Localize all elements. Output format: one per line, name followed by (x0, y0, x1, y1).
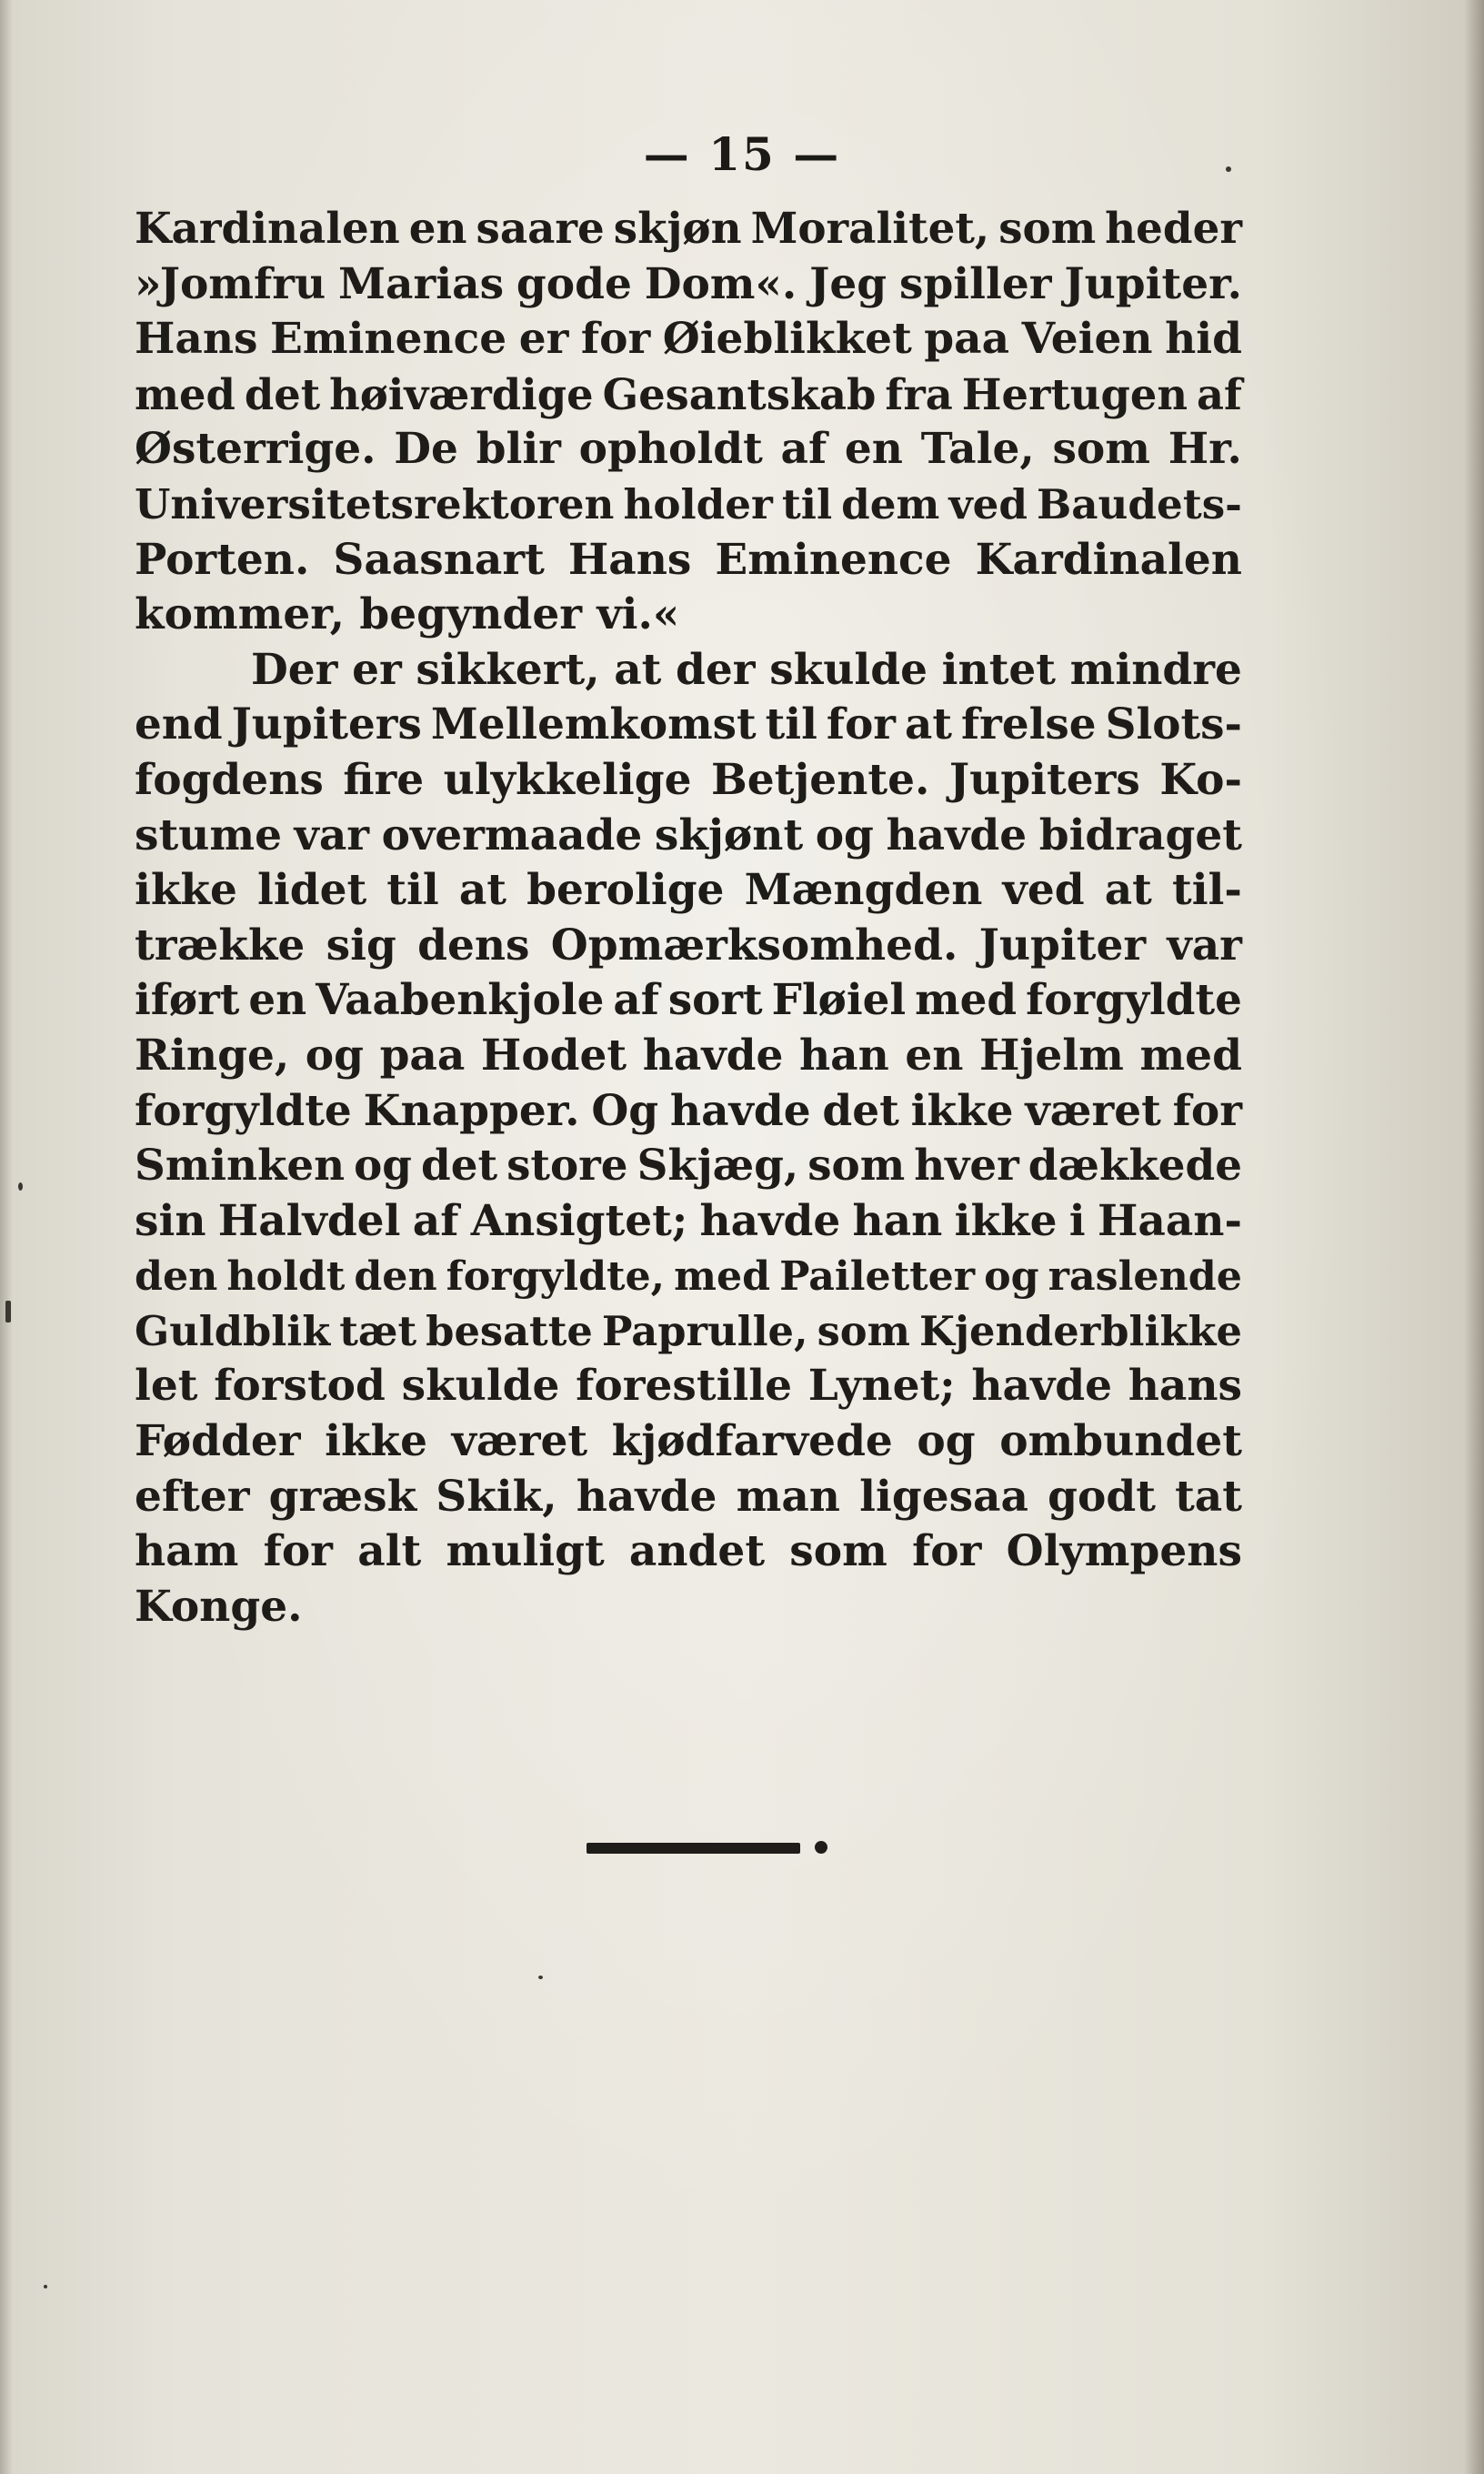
word: ombundet (999, 1416, 1242, 1467)
word: stume (135, 810, 282, 860)
word: dens (417, 920, 530, 970)
word: Jupiter. (1064, 258, 1242, 309)
word: for (912, 1526, 982, 1577)
word: været (1025, 1085, 1161, 1136)
word: iført (135, 975, 240, 1026)
word: ikke (325, 1416, 427, 1467)
word: Hans (567, 534, 692, 585)
word: fogdens (135, 754, 324, 805)
word: skjøn (613, 204, 742, 254)
word: er (518, 314, 569, 365)
text-line (135, 1470, 1242, 1525)
paper-speck (44, 2285, 47, 2288)
word: for (580, 314, 651, 365)
word: Dom«. (644, 258, 797, 309)
word: som (817, 1306, 910, 1355)
word: Ringe, (135, 1030, 290, 1081)
word: er (352, 644, 402, 695)
word: blir (476, 424, 561, 475)
word: han (798, 1030, 889, 1081)
word: forgyldte (135, 1085, 352, 1136)
text-line (135, 1084, 1242, 1140)
word: af (780, 424, 827, 475)
text-line (135, 1414, 1242, 1470)
word: godt (1048, 1471, 1156, 1522)
word: ved (948, 479, 1028, 528)
word: forestille (576, 1361, 793, 1412)
word: dem (841, 479, 940, 528)
page-right-shadow (1464, 0, 1484, 2474)
word: overmaade (381, 810, 643, 860)
word: kjødfarvede (611, 1416, 893, 1467)
text-line (135, 1524, 1242, 1580)
word: trække (135, 920, 306, 970)
text-line (135, 1029, 1242, 1084)
word: muligt (446, 1526, 605, 1577)
word: havde (669, 1085, 811, 1136)
text-line (135, 863, 1242, 919)
word: man (736, 1471, 840, 1522)
word: Fødder (135, 1416, 301, 1467)
word: til- (1171, 865, 1242, 916)
text-line (135, 973, 1242, 1029)
word: saare (476, 204, 605, 254)
word: Kjenderblikke (918, 1306, 1242, 1355)
word: som (789, 1526, 887, 1577)
word: Øieblikket (662, 314, 912, 365)
word: og (984, 1252, 1039, 1301)
word: havde (699, 1195, 841, 1246)
word: været (451, 1416, 588, 1467)
word: for (826, 699, 896, 750)
word: skulde (401, 1361, 560, 1412)
word: hid (1165, 314, 1242, 365)
word: en (844, 424, 903, 475)
text-line (135, 753, 1242, 809)
word: holder (623, 479, 773, 528)
word: store (506, 1141, 628, 1192)
word: spiller (898, 258, 1052, 309)
word: havde (886, 810, 1028, 860)
word: alt (357, 1526, 422, 1577)
word: skjønt (654, 810, 804, 860)
word: Slots- (1105, 699, 1242, 750)
word: at (614, 644, 662, 695)
word: sin (135, 1195, 206, 1246)
word: intet (941, 644, 1057, 695)
word: efter (135, 1471, 250, 1522)
text-line (135, 1249, 1242, 1304)
word: De (394, 424, 458, 475)
word: Eminence (270, 314, 507, 365)
word: hans (1128, 1361, 1242, 1412)
word: Hans (135, 314, 258, 365)
word: den (354, 1252, 437, 1301)
word: havde (971, 1361, 1113, 1412)
text-line (135, 533, 1242, 588)
word: sort (667, 975, 763, 1026)
word: Ansigtet; (470, 1195, 688, 1246)
word: heder (1105, 204, 1242, 254)
word: sikkert, (416, 644, 600, 695)
word: og (354, 1141, 412, 1192)
word: var (1167, 920, 1242, 970)
word: forstod (214, 1361, 386, 1412)
word: det (244, 369, 321, 419)
word: som (998, 204, 1097, 254)
word: Ko- (1159, 754, 1242, 805)
word: bidraget (1038, 810, 1242, 860)
word: Sminken (135, 1141, 346, 1192)
text-line (135, 312, 1242, 367)
word: og (917, 1416, 976, 1467)
word: berolige (526, 865, 725, 916)
word: ikke (135, 865, 237, 916)
text-line (135, 698, 1242, 753)
word: Halvdel (217, 1195, 401, 1246)
word: en (905, 1030, 964, 1081)
word: Fløiel (771, 975, 907, 1026)
word: det (421, 1141, 498, 1192)
paper-speck (1226, 166, 1231, 172)
word: paa (379, 1030, 466, 1081)
word: Jupiter (978, 920, 1147, 970)
text-line (135, 257, 1242, 313)
word: lidet (257, 865, 367, 916)
word: af (1197, 369, 1242, 419)
word: Veien (1021, 314, 1153, 365)
word: Haan- (1097, 1195, 1242, 1246)
word: Jeg (809, 258, 887, 309)
word: med (1139, 1030, 1242, 1081)
word: ikke (910, 1085, 1014, 1136)
word: besatte (426, 1306, 593, 1355)
word: med (915, 975, 1018, 1026)
word: tat (1175, 1471, 1242, 1522)
word: til (386, 865, 439, 916)
word: Marias (338, 258, 505, 309)
word: Gesantskab (602, 369, 877, 419)
word: Jupiters (948, 754, 1140, 805)
word: Hr. (1168, 424, 1242, 475)
word: Kardinalen (135, 204, 400, 254)
text-line (135, 202, 1242, 257)
word: Opmærksomhed. (550, 920, 958, 970)
paper-speck (538, 1976, 543, 1979)
word: Mængden (744, 865, 983, 916)
word: forgyldte, (446, 1252, 666, 1301)
word: ikke (954, 1195, 1058, 1246)
word: og (305, 1030, 364, 1081)
word: Paprulle, (601, 1306, 808, 1355)
word: Skik, (436, 1471, 557, 1522)
word: en (248, 975, 307, 1026)
word: at (458, 865, 506, 916)
word: Jupiters (231, 699, 422, 750)
word: Østerrige. (135, 424, 376, 475)
word: med (135, 369, 236, 419)
word: Vaabenkjole (316, 975, 605, 1026)
paper-speck (18, 1182, 23, 1191)
word: havde (642, 1030, 784, 1081)
word: Skjæg, (637, 1141, 799, 1192)
word: Baudets- (1037, 479, 1242, 528)
word: fire (343, 754, 425, 805)
word: hver (914, 1141, 1019, 1192)
word: med (674, 1252, 771, 1301)
word: Knapper. (363, 1085, 580, 1136)
text-line-content: kommer, begynder vi.« (135, 589, 680, 640)
text-line-content: Konge. (135, 1581, 303, 1632)
word: fra (885, 369, 953, 419)
word: ligesaa (859, 1471, 1028, 1522)
word: den (135, 1252, 218, 1301)
text-line (135, 588, 1242, 643)
word: gode (516, 258, 632, 309)
page-number: — 15 — (643, 127, 841, 181)
word: Eminence (715, 534, 952, 585)
word: en (408, 204, 467, 254)
word: Olympens (1006, 1526, 1242, 1577)
word: han (852, 1195, 943, 1246)
word: ved (1002, 865, 1085, 916)
word: Hjelm (978, 1030, 1124, 1081)
text-line (135, 1580, 1242, 1635)
word: mindre (1069, 644, 1242, 695)
text-line (135, 1139, 1242, 1194)
word: i (1068, 1195, 1086, 1246)
word: opholdt (578, 424, 763, 475)
paper-speck (5, 1301, 11, 1322)
word: var (294, 810, 370, 860)
word: frelse (961, 699, 1097, 750)
word: raslende (1048, 1252, 1242, 1301)
text-line (135, 1194, 1242, 1250)
text-line (135, 1304, 1242, 1360)
text-line (135, 478, 1242, 533)
word: Kardinalen (975, 534, 1242, 585)
text-line (135, 422, 1242, 478)
word: Mellemkomst (430, 699, 757, 750)
word: forgyldte (1026, 975, 1242, 1026)
word: holdt (226, 1252, 346, 1301)
text-line (135, 1359, 1242, 1414)
word: end (135, 699, 223, 750)
word: at (1104, 865, 1152, 916)
word: ulykkelige (443, 754, 692, 805)
word: Porten. (135, 534, 310, 585)
word: Tale, (920, 424, 1035, 475)
word: Guldblik (135, 1306, 331, 1355)
word: Hertugen (961, 369, 1188, 419)
word: let (135, 1361, 198, 1412)
word: og (815, 810, 874, 860)
word: som (1052, 424, 1150, 475)
word: høiværdige (329, 369, 594, 419)
word: Betjente. (710, 754, 930, 805)
word: til (765, 699, 817, 750)
word: Og (591, 1085, 659, 1136)
word: der (676, 644, 756, 695)
word: paa (924, 314, 1010, 365)
word: andet (628, 1526, 766, 1577)
text-line (135, 919, 1242, 974)
text-line (135, 643, 1242, 699)
word: Der (251, 644, 338, 695)
word: Hodet (480, 1030, 627, 1081)
word: Moralitet, (750, 204, 990, 254)
text-line (135, 367, 1242, 423)
word: at (905, 699, 952, 750)
word: sig (326, 920, 396, 970)
word: Lynet; (807, 1361, 956, 1412)
word: til (781, 479, 833, 528)
word: havde (576, 1471, 717, 1522)
word: af (613, 975, 659, 1026)
word: »Jomfru (135, 258, 326, 309)
word: af (412, 1195, 459, 1246)
word: ham (135, 1526, 239, 1577)
body-text (135, 202, 1242, 1634)
word: tæt (339, 1306, 417, 1355)
word: som (807, 1141, 906, 1192)
word: det (822, 1085, 899, 1136)
text-line (135, 809, 1242, 864)
word: Saasnart (333, 534, 545, 585)
word: græsk (268, 1471, 417, 1522)
word: dækkede (1028, 1141, 1242, 1192)
word: for (1172, 1085, 1242, 1136)
word: for (263, 1526, 333, 1577)
word: skulde (769, 644, 928, 695)
word: Universitetsrektoren (135, 479, 615, 528)
word: Pailetter (779, 1252, 976, 1301)
end-ornament-rule (587, 1843, 800, 1854)
page-left-shadow (0, 0, 13, 2474)
